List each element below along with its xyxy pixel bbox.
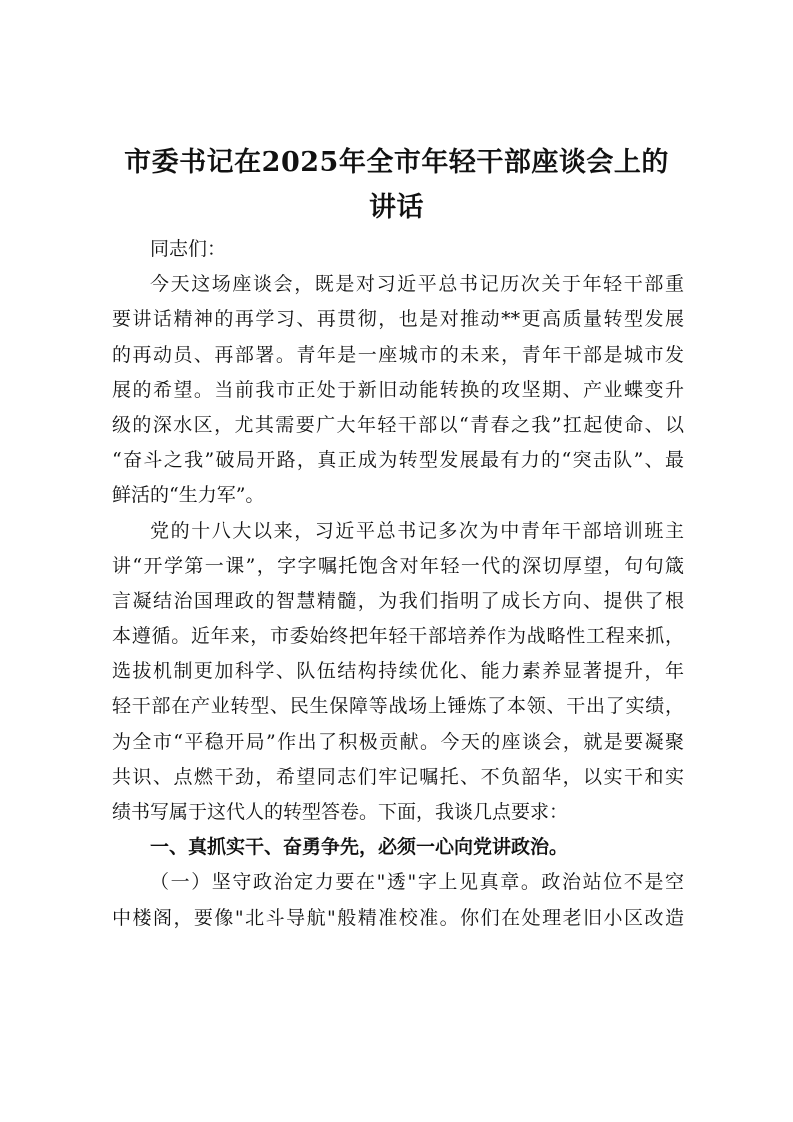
body-line: 级的深水区，尤其需要广大年轻干部以“青春之我”扛起使命、以: [112, 413, 684, 436]
body-line: 的再动员、再部署。青年是一座城市的未来，青年干部是城市发: [112, 343, 684, 366]
section-heading: 一、真抓实干、奋勇争先，必须一心向党讲政治。: [150, 836, 569, 859]
body-line: 为全市“平稳开局”作出了积极贡献。今天的座谈会，就是要凝聚: [112, 730, 684, 753]
document-title-line1: 市委书记在2025年全市年轻干部座谈会上的: [124, 147, 669, 178]
body-line: 共识、点燃干劲，希望同志们牢记嘱托、不负韶华，以实干和实: [112, 765, 684, 788]
document-body: [112, 232, 684, 936]
body-line: 选拔机制更加科学、队伍结构持续优化、能力素养显著提升，年: [112, 660, 684, 683]
body-line: 中楼阁，要像"北斗导航"般精准校准。你们在处理老旧小区改造: [112, 906, 684, 929]
salutation: 同志们：: [150, 238, 227, 260]
body-line: 轻干部在产业转型、民生保障等战场上锤炼了本领、干出了实绩，: [112, 695, 684, 718]
body-line: 展的希望。当前我市正处于新旧动能转换的攻坚期、产业蝶变升: [112, 378, 684, 401]
body-line: 言凝结治国理政的智慧精髓，为我们指明了成长方向、提供了根: [112, 589, 684, 612]
body-line: 要讲话精神的再学习、再贯彻，也是对推动**更高质量转型发展: [112, 308, 684, 331]
document-title-line2: 讲话: [369, 192, 424, 223]
body-line: 今天这场座谈会，既是对习近平总书记历次关于年轻干部重: [150, 273, 684, 296]
body-line: “奋斗之我”破局开路，真正成为转型发展最有力的“突击队”、最: [112, 449, 684, 472]
subsection-line: （一）坚守政治定力要在"透"字上见真章。政治站位不是空: [150, 871, 684, 894]
body-line: 讲“开学第一课”，字字嘱托饱含对年轻一代的深切厚望，句句箴: [112, 554, 684, 577]
body-line: 本遵循。近年来，市委始终把年轻干部培养作为战略性工程来抓，: [112, 625, 684, 648]
body-line: 鲜活的“生力军”。: [112, 484, 265, 507]
body-line: 绩书写属于这代人的转型答卷。下面，我谈几点要求：: [112, 801, 569, 823]
body-line: 党的十八大以来，习近平总书记多次为中青年干部培训班主: [150, 519, 684, 542]
